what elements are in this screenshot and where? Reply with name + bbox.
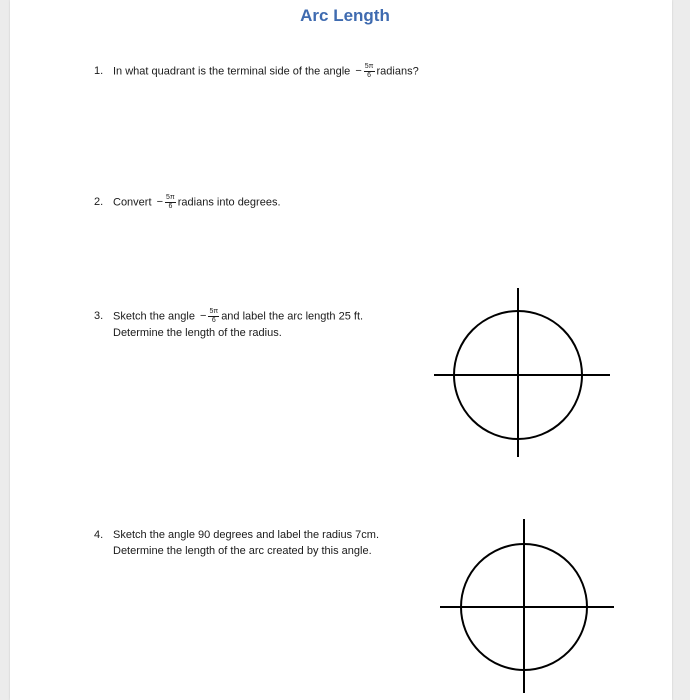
fraction-numerator: 5π bbox=[364, 63, 374, 70]
unit-circle-diagram-2 bbox=[436, 517, 620, 695]
question-text-line2: Determine the length of the arc created by this angle. bbox=[113, 545, 372, 557]
question-number: 1. bbox=[94, 65, 104, 78]
question-text: Sketch the angle bbox=[113, 310, 195, 323]
question-text-line2: Determine the length of the radius. bbox=[113, 327, 282, 339]
question-text-end: and label the arc length 25 ft. bbox=[221, 310, 364, 323]
question-text: Sketch the angle 90 degrees and label the radius 7cm. bbox=[113, 529, 380, 541]
question-number: 2. bbox=[94, 196, 104, 209]
minus-sign: − bbox=[200, 310, 207, 323]
fraction-numerator: 5π bbox=[209, 308, 219, 315]
question-4 bbox=[94, 527, 379, 559]
angle-fraction bbox=[364, 63, 375, 80]
fraction-numerator: 5π bbox=[166, 194, 175, 201]
question-text: Convert bbox=[113, 196, 152, 209]
angle-fraction bbox=[208, 308, 219, 325]
minus-sign: − bbox=[156, 196, 164, 209]
angle-fraction bbox=[165, 194, 176, 211]
question-2 bbox=[94, 194, 281, 211]
question-number: 3. bbox=[94, 310, 104, 323]
question-1 bbox=[94, 63, 419, 80]
unit-circle-diagram-1 bbox=[430, 285, 614, 460]
fraction-denominator: 6 bbox=[367, 72, 372, 79]
question-3 bbox=[94, 308, 363, 341]
question-text: In what quadrant is the terminal side of the angle bbox=[113, 65, 351, 78]
fraction-denominator: 6 bbox=[211, 317, 216, 324]
question-number: 4. bbox=[94, 529, 104, 541]
question-text-end: radians into degrees. bbox=[177, 196, 281, 209]
worksheet-title: Arc Length bbox=[300, 6, 390, 25]
minus-sign: − bbox=[355, 65, 362, 78]
fraction-denominator: 6 bbox=[168, 203, 173, 210]
question-text-end: radians? bbox=[376, 65, 419, 78]
